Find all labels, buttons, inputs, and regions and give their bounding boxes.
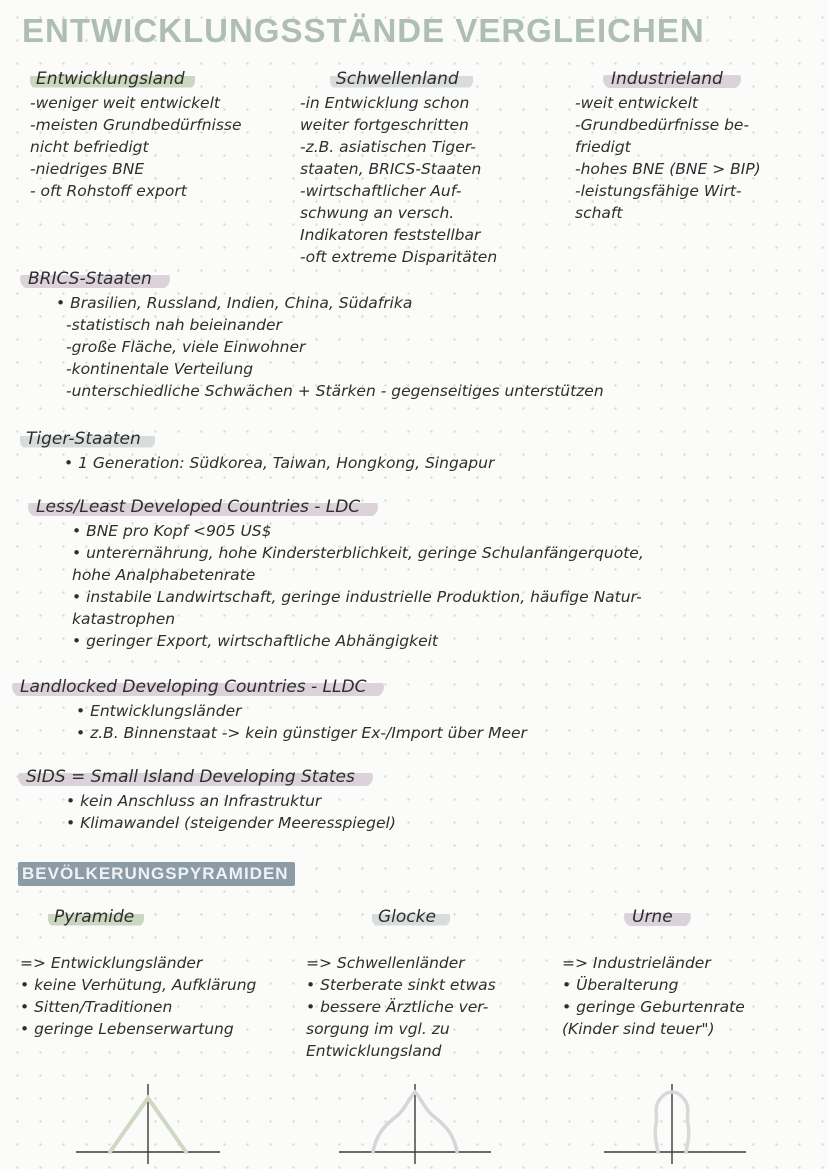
list-item: katastrophen xyxy=(72,610,176,628)
list-item: -wirtschaftlicher Auf- xyxy=(300,182,462,200)
list-item: -kontinentale Verteilung xyxy=(66,360,254,378)
list-item: • instabile Landwirtschaft, geringe industrielle Produktion, häufige Natur- xyxy=(72,588,642,606)
list-item: schwung an versch. xyxy=(300,204,455,222)
list-item: -unterschiedliche Schwächen + Stärken - gegenseitiges unterstützen xyxy=(66,382,604,400)
list-item: • keine Verhütung, Aufklärung xyxy=(20,976,257,994)
section-tiger-staaten xyxy=(20,428,494,474)
list-item: schaft xyxy=(575,204,623,222)
column-schwellenland xyxy=(300,68,497,268)
section-heading: BRICS-Staaten xyxy=(20,269,170,289)
column-industrieland xyxy=(575,68,761,224)
pyramid-type-urne xyxy=(562,906,745,1040)
list-item: nicht befriedigt xyxy=(30,138,149,156)
list-item: (Kinder sind teuer") xyxy=(562,1020,715,1038)
list-item: • geringe Geburtenrate xyxy=(562,998,745,1016)
list-item: -weit entwickelt xyxy=(575,94,698,112)
list-item: -z.B. asiatischen Tiger- xyxy=(300,138,476,156)
list-item: hohe Analphabetenrate xyxy=(72,566,256,584)
list-item: -weniger weit entwickelt xyxy=(30,94,220,112)
section-sids xyxy=(18,766,396,834)
list-item: • z.B. Binnenstaat -> kein günstiger Ex-/Import über Meer xyxy=(76,724,527,742)
list-item: => Entwicklungsländer xyxy=(20,954,203,972)
list-item: staaten, BRICS-Staaten xyxy=(300,160,482,178)
list-item: -niedriges BNE xyxy=(30,160,145,178)
column-heading: Entwicklungsland xyxy=(30,69,195,89)
section-brics xyxy=(20,268,604,402)
list-item: • geringe Lebenserwartung xyxy=(20,1020,234,1038)
list-item: • Überalterung xyxy=(562,976,679,994)
pyramid-type-pyramide xyxy=(20,906,256,1040)
list-item: • unterernährung, hohe Kindersterblichkeit, geringe Schulanfängerquote, xyxy=(72,544,644,562)
list-item: • geringer Export, wirtschaftliche Abhängigkeit xyxy=(72,632,438,650)
list-item: friedigt xyxy=(575,138,631,156)
list-item: • Sterberate sinkt etwas xyxy=(306,976,496,994)
column-entwicklungsland xyxy=(30,68,242,202)
list-item: -hohes BNE (BNE > BIP) xyxy=(575,160,761,178)
column-heading: Industrieland xyxy=(603,69,741,89)
pyramid-shape-sketch xyxy=(70,1080,230,1166)
list-item: -oft extreme Disparitäten xyxy=(300,248,498,266)
list-item: • Sitten/Traditionen xyxy=(20,998,173,1016)
pyramid-heading: Glocke xyxy=(372,907,450,927)
list-item: => Schwellenländer xyxy=(306,954,465,972)
list-item: -meisten Grundbedürfnisse xyxy=(30,116,242,134)
list-item: Indikatoren feststellbar xyxy=(300,226,481,244)
list-item: -statistisch nah beieinander xyxy=(66,316,282,334)
list-item: -leistungsfähige Wirt- xyxy=(575,182,742,200)
pyramid-heading: Urne xyxy=(624,907,691,927)
section-heading: SIDS = Small Island Developing States xyxy=(18,767,373,787)
list-item: • bessere Ärztliche ver- xyxy=(306,998,489,1016)
urn-shape-sketch xyxy=(600,1080,750,1166)
bell-shape-sketch xyxy=(335,1080,495,1166)
list-item: • Klimawandel (steigender Meeresspiegel) xyxy=(66,814,396,832)
column-heading: Schwellenland xyxy=(330,69,473,89)
section-ldc xyxy=(28,496,644,652)
section-heading: Landlocked Developing Countries - LLDC xyxy=(12,677,384,697)
pyramid-heading: Pyramide xyxy=(48,907,144,927)
list-item: • Entwicklungsländer xyxy=(76,702,242,720)
list-item: -große Fläche, viele Einwohner xyxy=(66,338,306,356)
list-item: • Brasilien, Russland, Indien, China, Südafrika xyxy=(56,294,413,312)
list-item: -Grundbedürfnisse be- xyxy=(575,116,750,134)
list-item: • 1 Generation: Südkorea, Taiwan, Hongkong, Singapur xyxy=(64,454,495,472)
section-heading: Tiger-Staaten xyxy=(20,429,155,449)
list-item: • kein Anschluss an Infrastruktur xyxy=(66,792,322,810)
section-lldc xyxy=(12,676,527,744)
list-item: sorgung im vgl. zu xyxy=(306,1020,450,1038)
list-item: weiter fortgeschritten xyxy=(300,116,469,134)
list-item: Entwicklungsland xyxy=(306,1042,442,1060)
section-title-bevoelkerungspyramiden: BEVÖLKERUNGSPYRAMIDEN xyxy=(18,862,295,886)
list-item: => Industrieländer xyxy=(562,954,711,972)
list-item: -in Entwicklung schon xyxy=(300,94,470,112)
list-item: • BNE pro Kopf <905 US$ xyxy=(72,522,272,540)
section-heading: Less/Least Developed Countries - LDC xyxy=(28,497,378,517)
list-item: - oft Rohstoff export xyxy=(30,182,187,200)
page-title: ENTWICKLUNGSSTÄNDE VERGLEICHEN xyxy=(22,12,705,49)
pyramid-type-glocke xyxy=(306,906,496,1062)
